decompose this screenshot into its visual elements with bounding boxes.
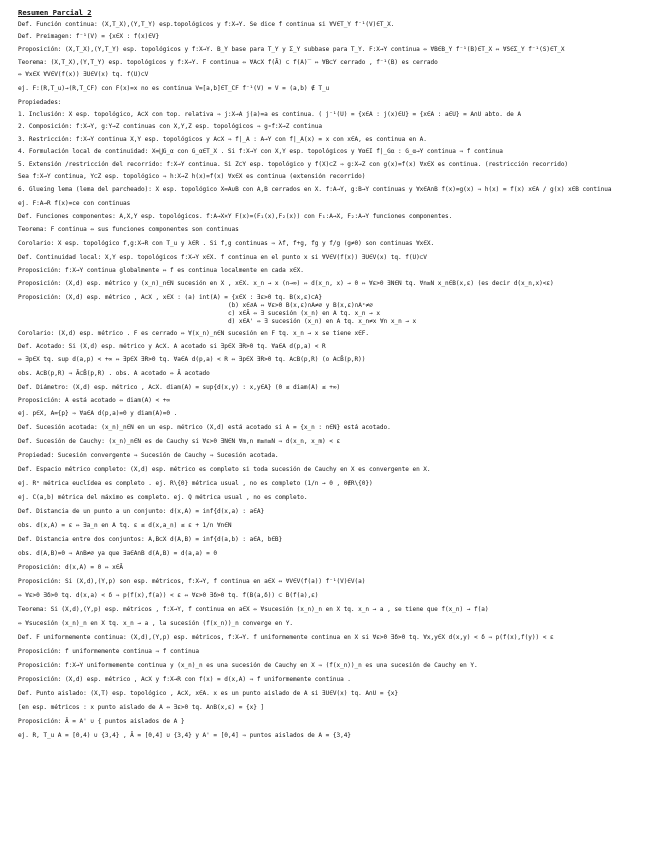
note-line: Proposición: A está acotado ⇔ diam(A) < +∞ [18, 397, 170, 404]
note-line: Def. Acotado: Si (X,d) esp. métrico y A⊂X. A acotado si ∃p∈X ∃R>0 tq. ∀a∈A d(p,a) < R [18, 343, 326, 350]
note-line: Proposición: (X,T_X),(Y,T_Y) esp. topológicos y f:X→Y. B_Y base para T_Y y Σ_Y subbase para T_Y. F:X→Y continua ⇔ ∀B∈B_Y f⁻¹(B)∈T_X ⇔ ∀S∈Σ_Y f⁻¹(S)∈T_X [18, 46, 565, 53]
note-line: Def. Sucesión acotada: (x_n)_n∈N en un esp. métrico (X,d) está acotado si A = {x_n : n∈N} está acotado. [18, 424, 391, 431]
note-line: Corolario: (X,d) esp. métrico . F es cerrado ⇔ ∀(x_n)_n∈N sucesión en F tq. x_n → x se tiene x∈F. [18, 330, 370, 337]
note-line: ej. Rⁿ métrica euclídea es completo . ej. R\{0} métrica usual , no es completo (1/n → 0 , 0∉R\{0}) [18, 480, 373, 487]
note-line: Teorema: Si (X,d),(Y,p) esp. métricos , f:X→Y, f continua en a∈X ⇔ ∀sucesión (x_n)_n en X tq. x_n → a , se tiene que f(x_n) → f(a) [18, 606, 489, 613]
note-line: Proposición: f:X→Y uniformemente continua y (x_n)_n es una sucesión de Cauchy en X ⇒ (f(x_n))_n es una sucesión de Cauchy en Y. [18, 662, 478, 669]
note-line: obs. A⊂B(p,R) ⇒ Ā⊂B̄(p,R) . obs. A acotado ⇔ Ā acotado [18, 370, 210, 377]
note-line: 1. Inclusión: X esp. topológico, A⊂X con top. relativa ⇒ j:X→A j(a)=a es continua. ( j⁻¹(U) = {x∈A : j(x)∈U} = {x∈A : a∈U} = A∩U abto. de A [18, 111, 522, 118]
note-line: ej. R, T_u A = [0,4) ∪ {3,4} , Ā = [0,4] ∪ {3,4} y A' = [0,4] ⇒ puntos aislados de A = {3,4} [18, 732, 351, 739]
note-line: Def. F uniformemente continua: (X,d),(Y,p) esp. métricos, f:X→Y. f uniformemente continua en X si ∀ε>0 ∃δ>0 tq. ∀x,y∈X d(x,y) < δ ⇒ p(f(x),f(y)) < ε [18, 634, 554, 641]
note-line: obs. d(x,A) = ε ⇔ ∃a_n en A tq. ε ≤ d(x,a_n) ≤ ε + 1/n ∀n∈N [18, 522, 232, 529]
note-line: Proposición: (X,d) esp. métrico y (x_n)_n∈N sucesión en X , x∈X. x_n → x (n→∞) ⇔ d(x_n, x) → 0 ⇔ ∀ε>0 ∃N∈N tq. ∀n≥N x_n∈B(x,ε) (es decir d(x_n,x)<ε) [18, 280, 554, 287]
note-line: Proposición: d(x,A) = 0 ⇔ x∈Ā [18, 564, 123, 571]
note-line: Def. Sucesión de Cauchy: (x_n)_n∈N es de Cauchy si ∀ε>0 ∃N∈N ∀m,n m≥n≥N ⇒ d(x_n, x_m) < ε [18, 438, 341, 445]
note-line: Propiedad: Sucesión convergente ⇒ Sucesión de Cauchy ⇒ Sucesión acotada. [18, 452, 279, 459]
note-line: 6. Glueing lema (lema del parcheado): X esp. topológico X=A∪B con A,B cerrados en X. f:A→Y, g:B→Y continuas y ∀x∈A∩B f(x)=g(x) ⇒ h(x) = f(x) x∈A / g(x) x∈B continua [18, 186, 612, 193]
note-line: Def. Continuidad local: X,Y esp. topológicos f:X→Y x∈X. f continua en el punto x si ∀V∈V(f(x)) ∃U∈V(x) tq. f(U)⊂V [18, 254, 427, 261]
note-line: [en esp. métricos : x punto aislado de A ⇔ ∃ε>0 tq. A∩B(x,ε) = {x} ] [18, 704, 265, 711]
note-line: Def. Preimagen: f⁻¹(V) = {x∈X : f(x)∈V} [18, 33, 160, 40]
note-line: Def. Diámetro: (X,d) esp. métrico , A⊂X. diam(A) = sup{d(x,y) : x,y∈A} (0 ≤ diam(A) ≤ +∞) [18, 384, 341, 391]
note-line: 3. Restricción: f:X→Y continua X,Y esp. topológicos y A⊂X ⇒ f|_A : A→Y con f|_A(x) = x con x∈A, es continua en A. [18, 136, 427, 143]
note-line: ej. F:A→R f(x)=ce con continuas [18, 200, 131, 207]
note-line: Propiedades: [18, 99, 62, 106]
note-line: obs. d(A,B)=0 ⇒ A∩B≠∅ ya que ∃a∈A∩B d(A,B) = d(a,a) = 0 [18, 550, 218, 557]
note-line: Def. Función continua: (X,T_X),(Y,T_Y) esp.topológicos y f:X→Y. Se dice f continua si ∀V∈T_Y f⁻¹(V)∈T_X. [18, 21, 395, 28]
note-line: ⇔ ∀x∈X ∀V∈V(f(x)) ∃U∈V(x) tq. f(U)⊂V [18, 71, 149, 78]
note-line: d) x∈A' ⇔ ∃ sucesión (x_n) en A tq. x_n≠x ∀n x_n → x [228, 318, 417, 325]
note-line: Proposición: (X,d) esp. métrico , A⊂X y f:X→R con f(x) = d(x,A) ⇒ f uniformemente continua . [18, 676, 351, 683]
note-line: Def. Espacio métrico completo: (X,d) esp. métrico es completo si toda sucesión de Cauchy en X es convergente en X. [18, 466, 431, 473]
note-line: ⇔ ∃p∈X tq. sup d(a,p) < +∞ ⇔ ∃p∈X ∃R>0 tq. ∀a∈A d(p,a) < R ⇔ ∃p∈X ∃R>0 tq. A⊂B(p,R) (o A⊂B̄(p,R)) [18, 356, 366, 363]
note-line: Def. Funciones componentes: A,X,Y esp. topológicos. f:A→X×Y F(x)=(F₁(x),F₂(x)) con F₁:A→X, F₂:A→Y funciones componentes. [18, 213, 453, 220]
note-line: Corolario: X esp. topológico f,g:X→R con T_u y λ∈R . Si f,g continuas ⇒ λf, f+g, fg y f/g (g≠0) son continuas ∀x∈X. [18, 240, 435, 247]
note-line: Proposición: (X,d) esp. métrico , A⊂X , x∈X : (a) int(A) = {x∈X : ∃ε>0 tq. B(x,ε)⊂A} [18, 294, 322, 301]
note-line: Sea f:X→Y continua, Y⊂Z esp. topológico ⇒ h:X→Z h(x)=f(x) ∀x∈X es continua (extensión recorrido) [18, 173, 366, 180]
note-line: (b) x∈∂A ⇔ ∀ε>0 B(x,ε)∩A≠∅ y B(x,ε)∩Aᶜ≠∅ [228, 302, 373, 309]
note-line: Def. Distancia entre dos conjuntos: A,B⊂X d(A,B) = inf{d(a,b) : a∈A, b∈B} [18, 536, 283, 543]
note-line: Def. Punto aislado: (X,T) esp. topológico , A⊂X, x∈A. x es un punto aislado de A si ∃U∈V(x) tq. A∩U = {x} [18, 690, 398, 697]
note-line: 5. Extensión /restricción del recorrido: f:X→Y continua. Si Z⊂Y esp. topológico y f(X)⊂Z ⇒ g:X→Z con g(x)=f(x) ∀x∈X es continua. (restricción recorrido) [18, 161, 569, 168]
note-line: c) x∈Ā ⇔ ∃ sucesión (x_n) en A tq. x_n → x [228, 310, 380, 317]
note-line: ej. p∈X, A={p} ⇒ ∀a∈A d(p,a)=0 y diam(A)=0 . [18, 410, 178, 417]
note-line: ⇔ ∀ε>0 ∃δ>0 tq. d(x,a) < δ ⇒ p(f(x),f(a)) < ε ⇔ ∀ε>0 ∃δ>0 tq. f(B(a,δ)) ⊂ B(f(a),ε) [18, 592, 319, 599]
note-line: Proposición: f:X→Y continua globalmente ⇔ f es continua localmente en cada x∈X. [18, 267, 304, 274]
note-line: Proposición: Ā = A' ∪ { puntos aislados de A } [18, 718, 185, 725]
note-line: 2. Composición: f:X→Y, g:Y→Z continuas con X,Y,Z esp. topológicos ⇒ g∘f:X→Z continua [18, 123, 322, 130]
note-line: Teorema: F continua ⇔ sus funciones componentes son continuas [18, 226, 239, 233]
note-line: Proposición: Si (X,d),(Y,p) son esp. métricos, f:X→Y, f continua en a∈X ⇔ ∀V∈V(f(a)) f⁻¹(V)∈V(a) [18, 578, 366, 585]
note-line: ⇔ ∀sucesión (x_n)_n en X tq. x_n → a , la sucesión (f(x_n))_n converge en Y. [18, 620, 294, 627]
note-line: 4. Formulación local de continuidad: X=⋃G_α con G_α∈T_X . Si f:X→Y con X,Y esp. topológicos y ∀α∈I f|_Gα : G_α→Y continua ⇒ f continua [18, 148, 503, 155]
note-line: Proposición: f uniformemente continua ⇒ f continua [18, 648, 199, 655]
note-line: Teorema: (X,T_X),(Y,T_Y) esp. topológicos y f:X→Y. F continua ⇔ ∀A⊂X f(Ā) ⊂ f(A)‾ ⇔ ∀B⊂Y cerrado , f⁻¹(B) es cerrado [18, 59, 438, 66]
note-line: ej. F:(R,T_u)→(R,T_CF) con F(x)=x no es continua V=[a,b]∈T_CF f⁻¹(V) = V = (a,b) ∉ T_u [18, 85, 330, 92]
page-title: Resumen Parcial 2 [18, 8, 92, 17]
note-line: Def. Distancia de un punto a un conjunto: d(x,A) = inf{d(x,a) : a∈A} [18, 508, 265, 515]
note-line: ej. C(a,b) métrica del máximo es completo. ej. Q métrica usual , no es completo. [18, 494, 308, 501]
